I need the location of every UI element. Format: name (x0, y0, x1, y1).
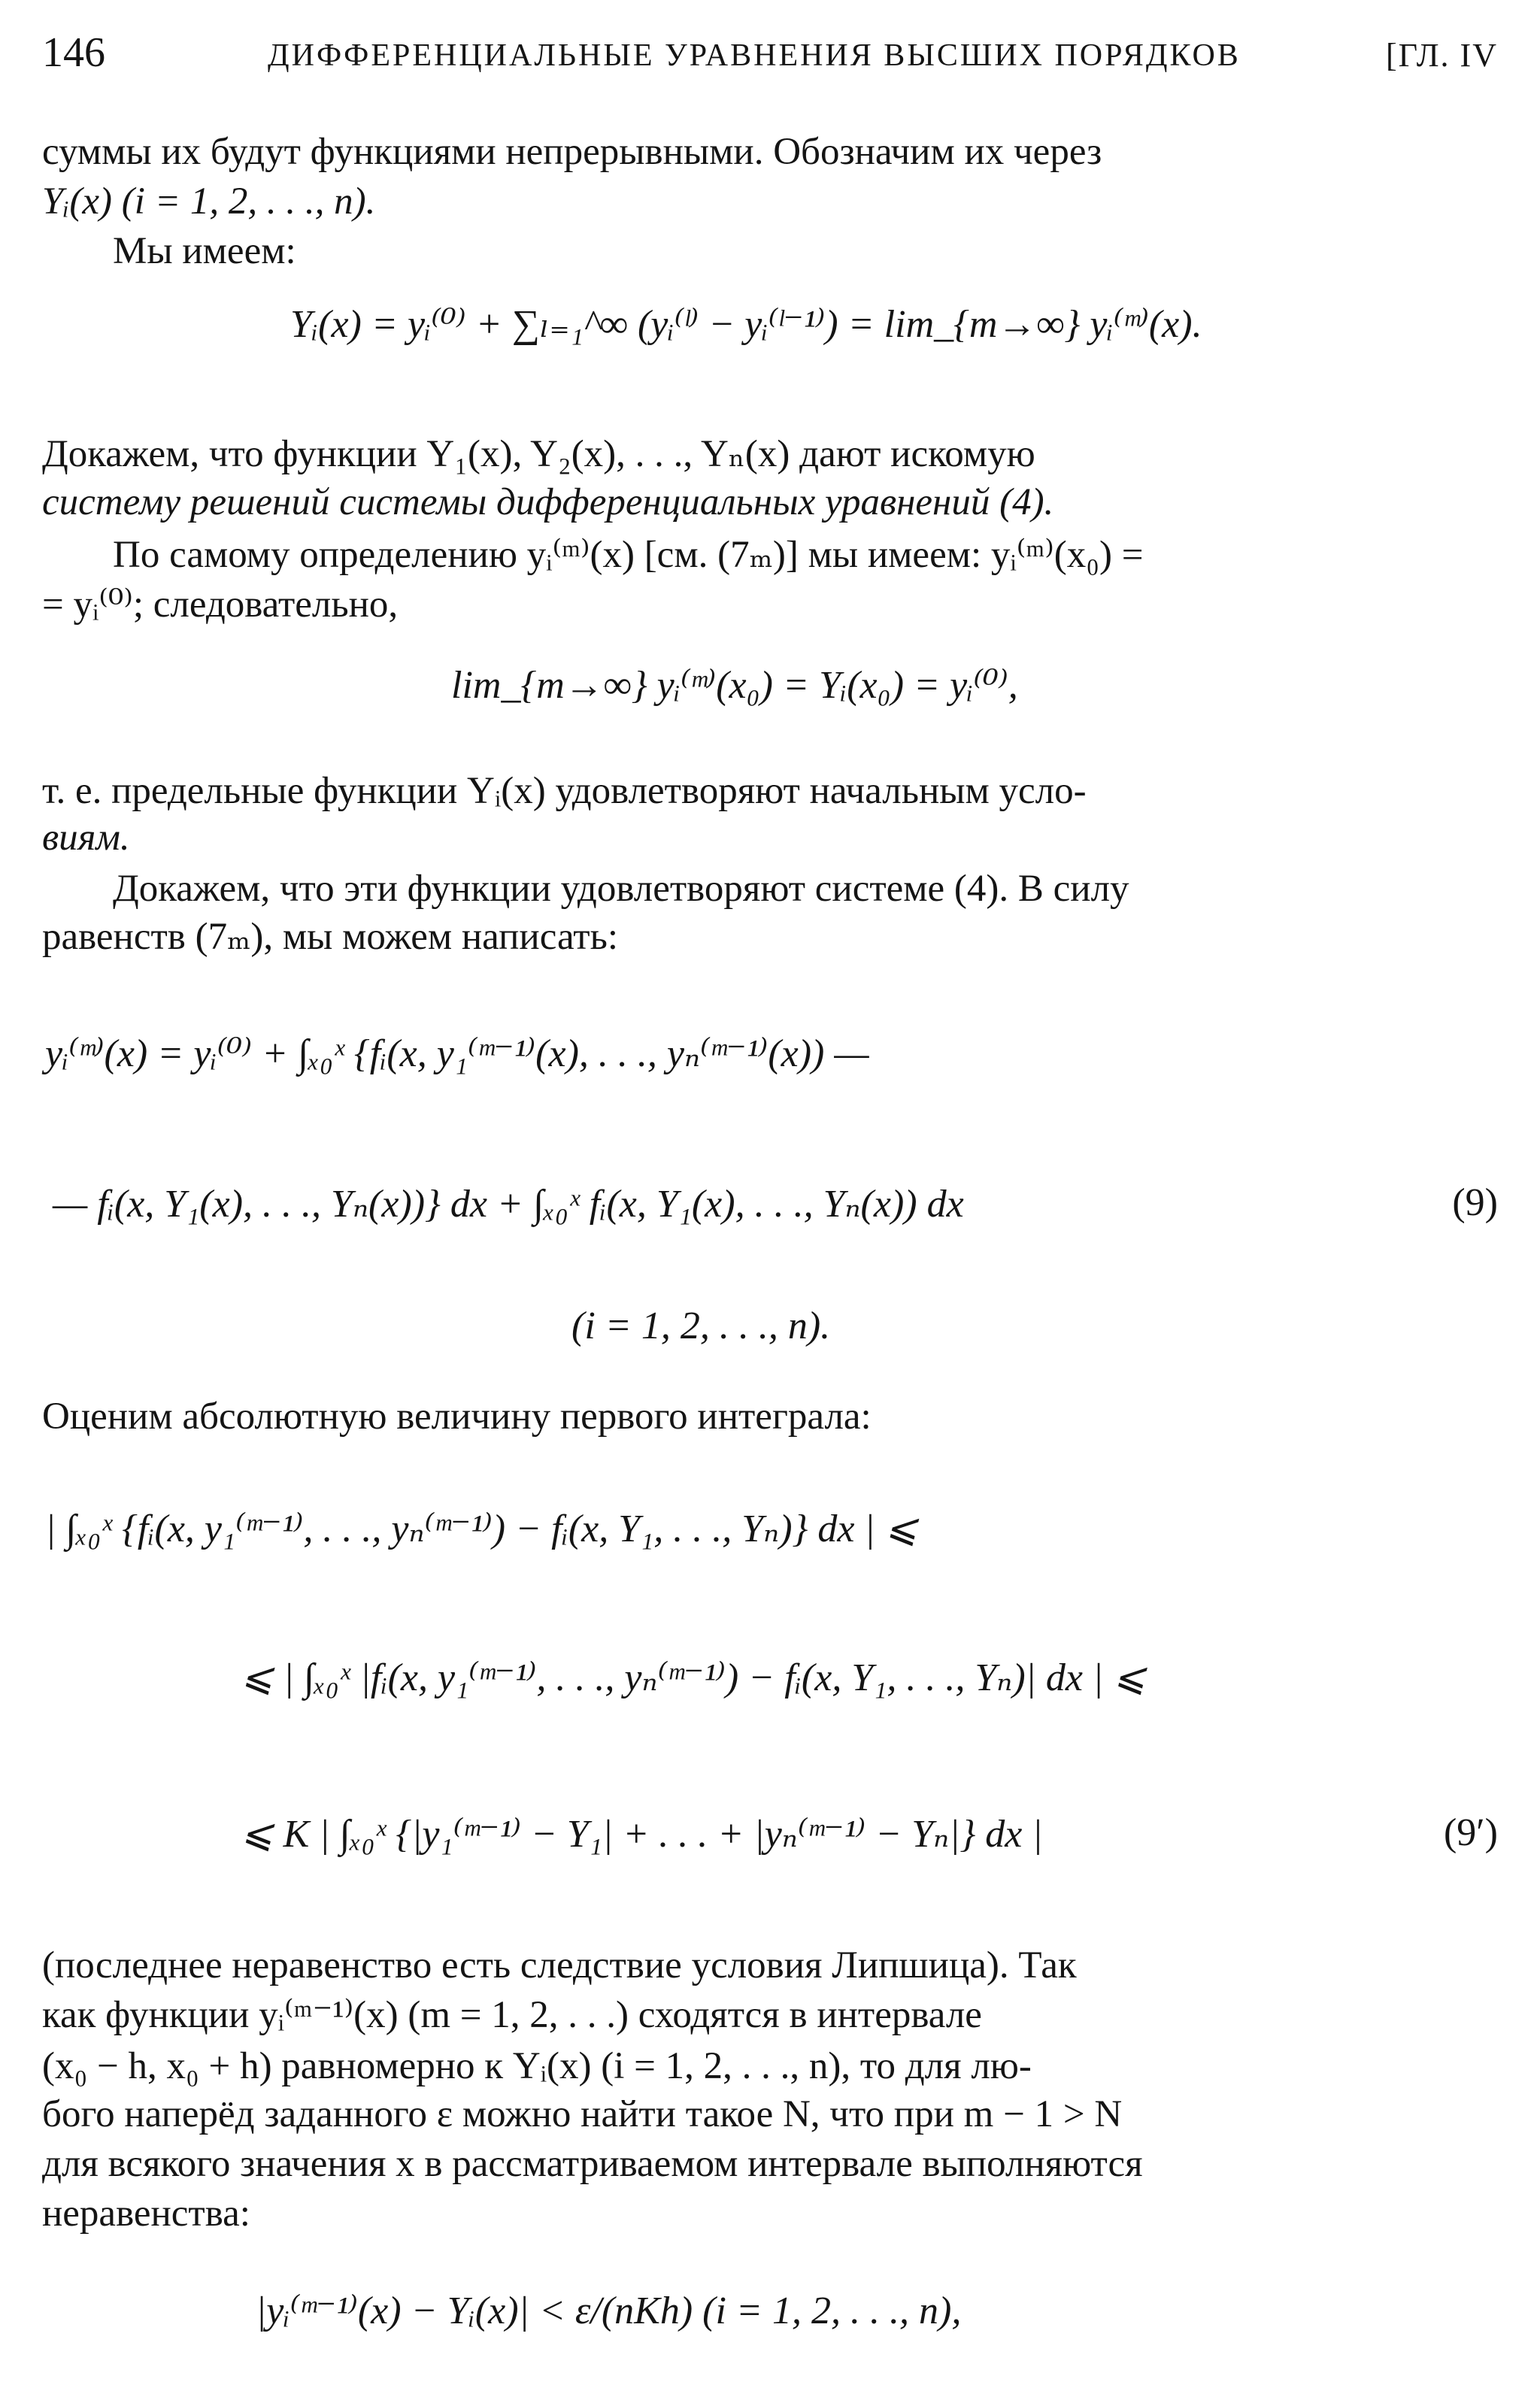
text-line: бого наперёд заданного ε можно найти такое N, что при m − 1 > N (42, 2093, 1123, 2135)
text-line: суммы их будут функциями непрерывными. Обозначим их через (42, 131, 1102, 173)
equation-limit-definition: Yᵢ(x) = yᵢ⁽⁰⁾ + ∑ₗ₌₁^∞ (yᵢ⁽ˡ⁾ − yᵢ⁽ˡ⁻¹⁾) = lim_{m→∞} yᵢ⁽ᵐ⁾(x). (290, 303, 1202, 346)
page-number: 146 (42, 29, 105, 76)
text-line: неравенства: (42, 2193, 250, 2235)
text-line: т. е. предельные функции Yᵢ(x) удовлетворяют начальным усло- (42, 770, 1087, 812)
text-line: (последнее неравенство есть следствие условия Липшица). Так (42, 1944, 1077, 1986)
equation-9-index-range: (i = 1, 2, . . ., n). (571, 1305, 831, 1347)
text-line: Yᵢ(x) (i = 1, 2, . . ., n). (42, 180, 376, 223)
equation-number-9-prime: (9′) (1443, 1811, 1498, 1854)
text-line: виям. (42, 817, 130, 859)
estimate-line-2: ⩽ | ∫ₓ₀ˣ |fᵢ(x, y₁⁽ᵐ⁻¹⁾, . . ., yₙ⁽ᵐ⁻¹⁾) − fᵢ(x, Y₁, . . ., Yₙ)| dx | ⩽ (241, 1656, 1146, 1699)
text-line: Докажем, что функции Y₁(x), Y₂(x), . . ., Yₙ(x) дают искомую (42, 433, 1035, 475)
text-line: (x₀ − h, x₀ + h) равномерно к Yᵢ(x) (i = 1, 2, . . ., n), то для лю- (42, 2045, 1032, 2087)
equation-9-line-2: — fᵢ(x, Y₁(x), . . ., Yₙ(x))} dx + ∫ₓ₀ˣ fᵢ(x, Y₁(x), . . ., Yₙ(x)) dx (53, 1183, 964, 1226)
text-line: для всякого значения x в рассматриваемом интервале выполняются (42, 2143, 1143, 2185)
text-line: По самому определению yᵢ⁽ᵐ⁾(x) [см. (7ₘ)] мы имеем: yᵢ⁽ᵐ⁾(x₀) = (113, 534, 1144, 576)
text-line: как функции yᵢ⁽ᵐ⁻¹⁾(x) (m = 1, 2, . . .) сходятся в интервале (42, 1994, 982, 2036)
running-header (42, 29, 1498, 81)
equation-uniform-bound: |yᵢ⁽ᵐ⁻¹⁾(x) − Yᵢ(x)| < ε/(nKh) (i = 1, 2, . . ., n), (256, 2289, 962, 2332)
text-line: систему решений системы дифференциальных уравнений (4). (42, 481, 1054, 523)
equation-number-9: (9) (1452, 1181, 1498, 1224)
text-line: равенств (7ₘ), мы можем написать: (42, 916, 618, 958)
text-line: = yᵢ⁽⁰⁾; следовательно, (42, 583, 399, 626)
text-line: Оценим абсолютную величину первого интеграла: (42, 1396, 872, 1438)
equation-initial-condition: lim_{m→∞} yᵢ⁽ᵐ⁾(x₀) = Yᵢ(x₀) = yᵢ⁽⁰⁾, (451, 664, 1018, 707)
text-line: Докажем, что эти функции удовлетворяют системе (4). В силу (113, 868, 1129, 910)
running-title: ДИФФЕРЕНЦИАЛЬНЫЕ УРАВНЕНИЯ ВЫСШИХ ПОРЯДКОВ (268, 38, 1241, 73)
equation-9-line-1: yᵢ⁽ᵐ⁾(x) = yᵢ⁽⁰⁾ + ∫ₓ₀ˣ {fᵢ(x, y₁⁽ᵐ⁻¹⁾(x), . . ., yₙ⁽ᵐ⁻¹⁾(x)) — (45, 1032, 869, 1075)
chapter-label: [ГЛ. IV (1385, 37, 1498, 74)
estimate-line-1: | ∫ₓ₀ˣ {fᵢ(x, y₁⁽ᵐ⁻¹⁾, . . ., yₙ⁽ᵐ⁻¹⁾) − fᵢ(x, Y₁, . . ., Yₙ)} dx | ⩽ (45, 1508, 918, 1550)
text-line: Мы имеем: (113, 230, 296, 272)
estimate-line-3: ⩽ K | ∫ₓ₀ˣ {|y₁⁽ᵐ⁻¹⁾ − Y₁| + . . . + |yₙ⁽ᵐ⁻¹⁾ − Yₙ|} dx | (241, 1813, 1043, 1856)
